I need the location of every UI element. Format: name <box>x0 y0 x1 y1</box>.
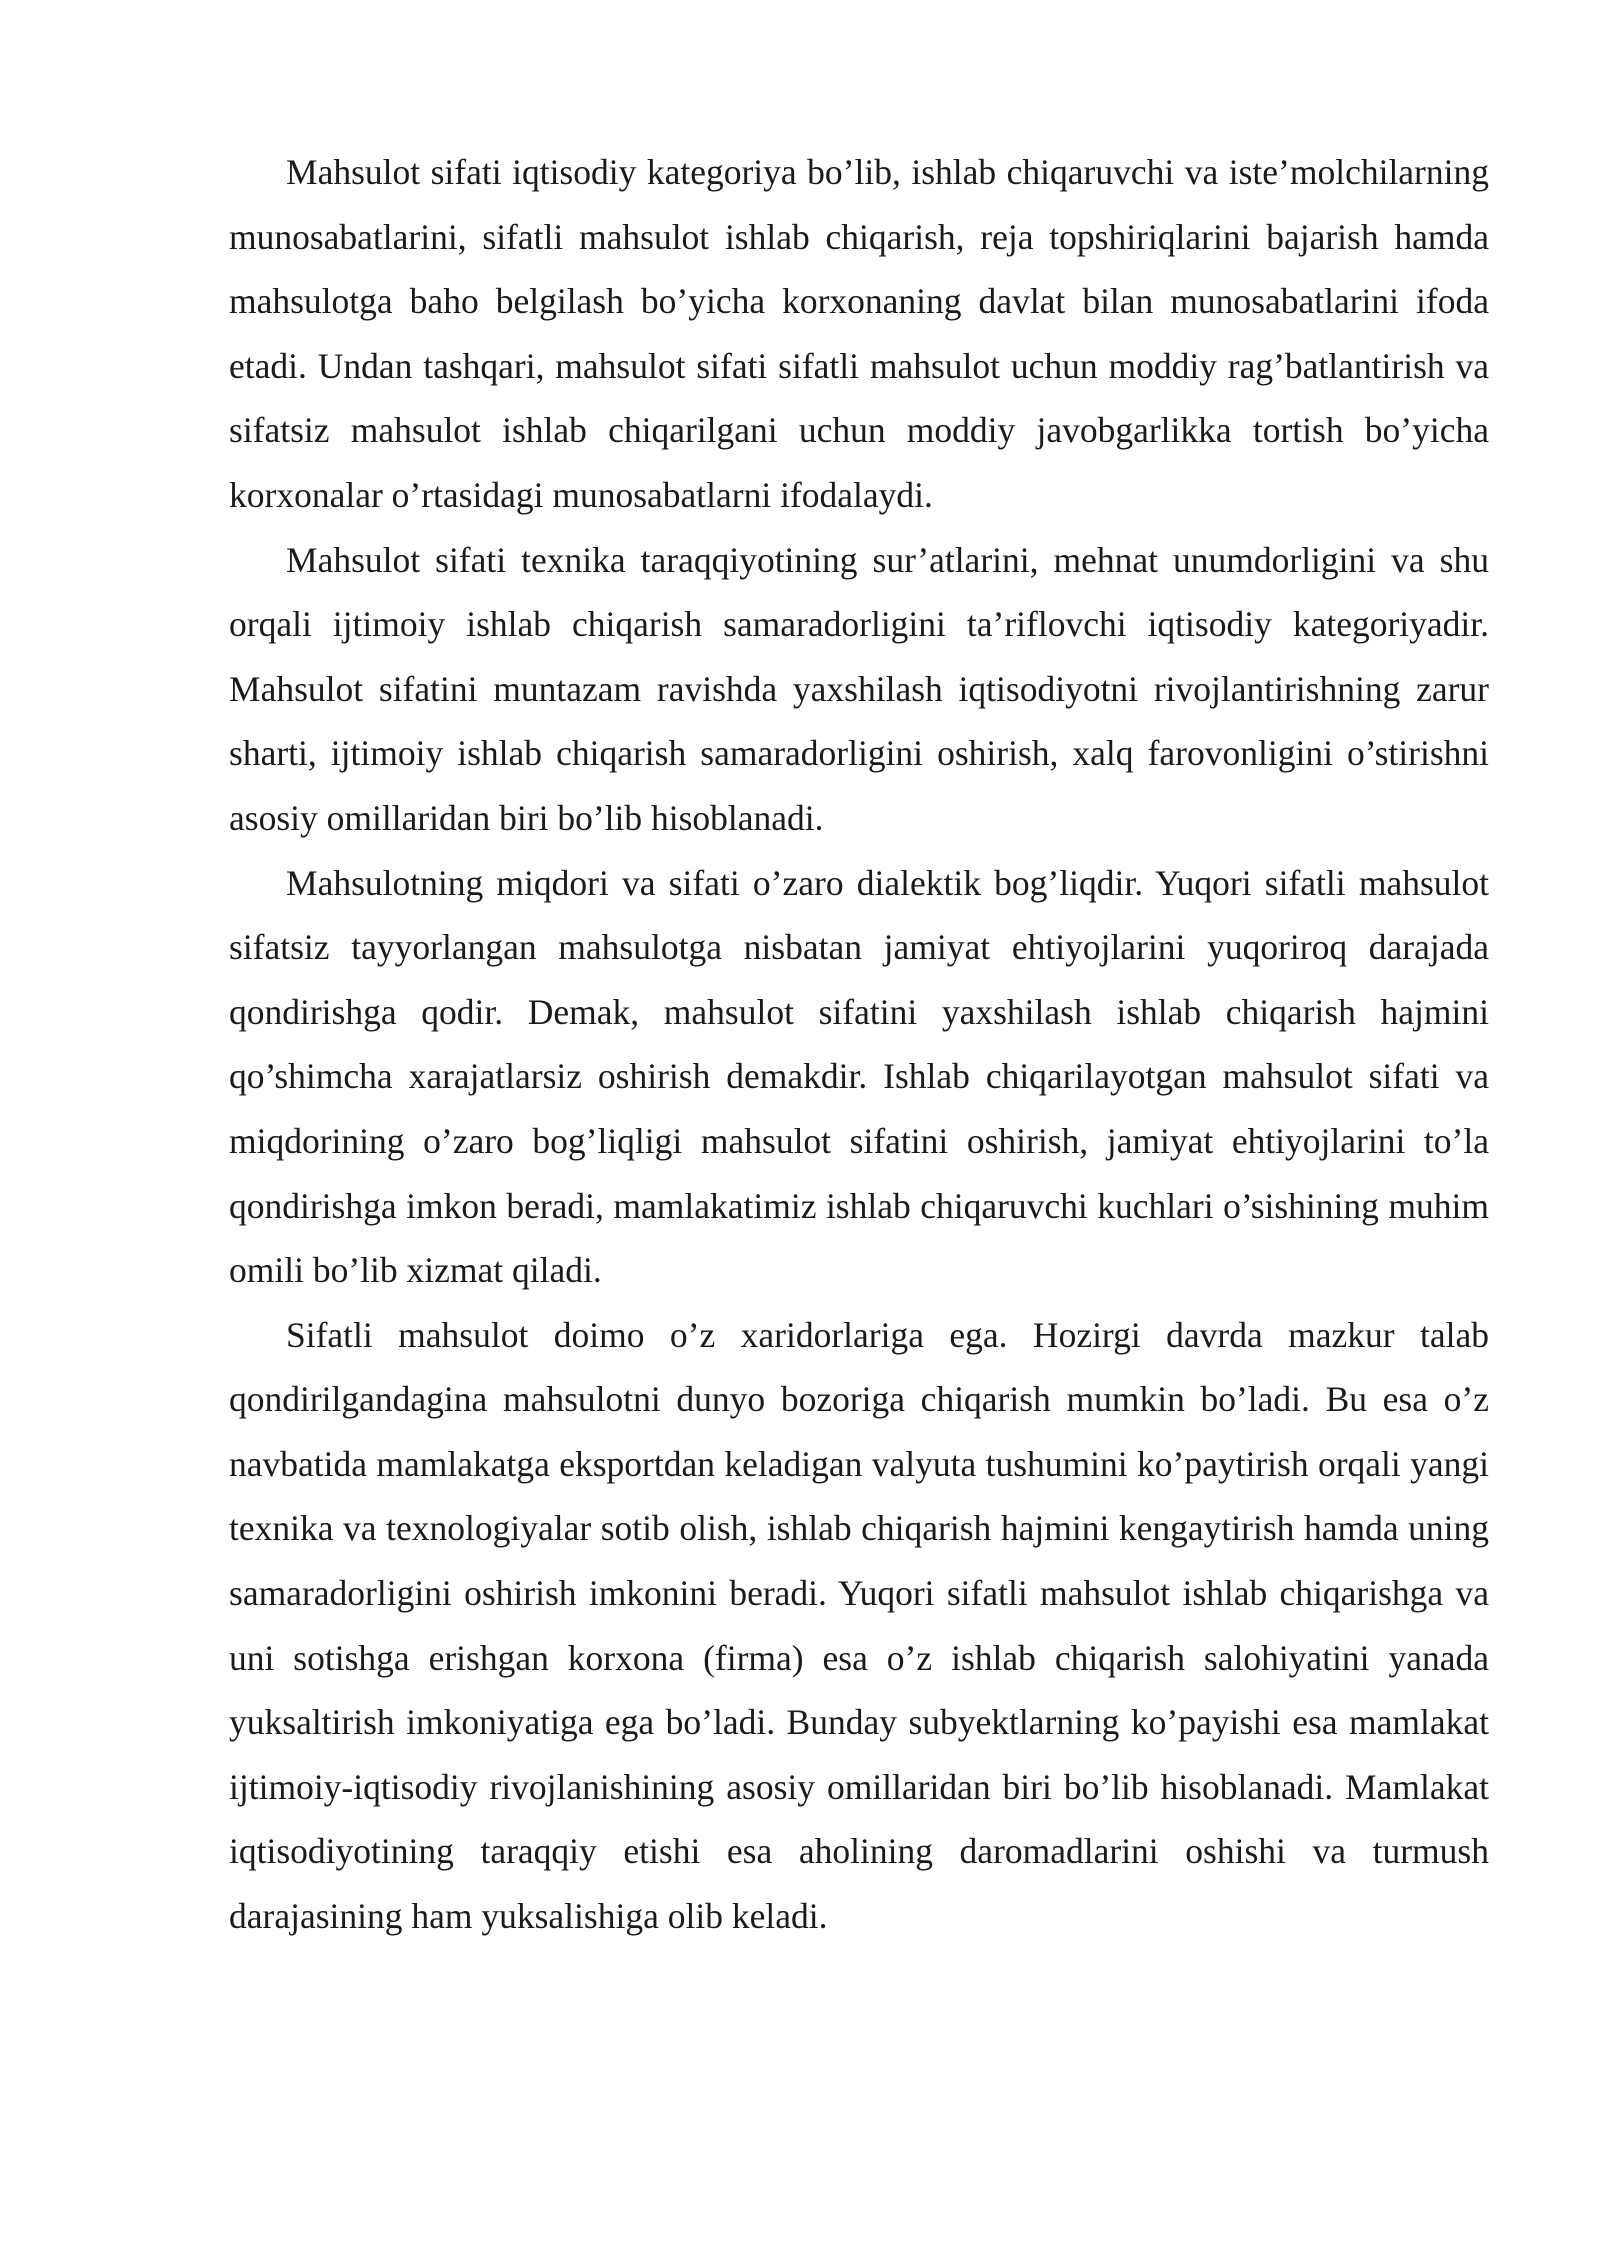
paragraph-3: Mahsulotning miqdori va sifati o’zaro dialektik bog’liqdir. Yuqori sifatli mahsulot sifatsiz tayyorlangan mahsulotga nisbatan jamiyat ehtiyojlarini yuqoriroq darajada qondirishga qodir. Demak, mahsulot sifatini yaxshilash ishlab chiqarish hajmini qo’shimcha xarajatlarsiz oshirish demakdir. Ishlab chiqarilayotgan mahsulot sifati va miqdorining o’zaro bog’liqligi mahsulot sifatini oshirish, jamiyat ehtiyojlarini to’la qondirishga imkon beradi, mamlakatimiz ishlab chiqaruvchi kuchlari o’sishining muhim omili bo’lib xizmat qiladi. <box>229 862 1489 1291</box>
paragraph-4: Sifatli mahsulot doimo o’z xaridorlariga ega. Hozirgi davrda mazkur talab qondirilgandagina mahsulotni dunyo bozoriga chiqarish mumkin bo’ladi. Bu esa o’z navbatida mamlakatga eksportdan keladigan valyuta tushumini ko’paytirish orqali yangi texnika va texnologiyalar sotib olish, ishlab chiqarish hajmini kengaytirish hamda uning samaradorligini oshirish imkonini beradi. Yuqori sifatli mahsulot ishlab chiqarishga va uni sotishga erishgan korxona (firma) esa o’z ishlab chiqarish salohiyatini yanada yuksaltirish imkoniyatiga ega bo’ladi. Bunday subyektlarning ko’payishi esa mamlakat ijtimoiy-iqtisodiy rivojlanishining asosiy omillaridan biri bo’lib hisoblanadi. Mamlakat iqtisodiyotining taraqqiy etishi esa aholining daromadlarini oshishi va turmush darajasining ham yuksalishiga olib keladi. <box>229 1314 1489 1937</box>
paragraph-1: Mahsulot sifati iqtisodiy kategoriya bo’lib, ishlab chiqaruvchi va iste’molchilarning munosabatlarini, sifatli mahsulot ishlab chiqarish, reja topshiriqlarini bajarish hamda mahsulotga baho belgilash bo’yicha korxonaning davlat bilan munosabatlarini ifoda etadi. Undan tashqari, mahsulot sifati sifatli mahsulot uchun moddiy rag’batlantirish va sifatsiz mahsulot ishlab chiqarilgani uchun moddiy javobgarlikka tortish bo’yicha korxonalar o’rtasidagi munosabatlarni ifodalaydi. <box>229 152 1489 515</box>
paragraph-2: Mahsulot sifati texnika taraqqiyotining sur’atlarini, mehnat unumdorligini va shu orqali ijtimoiy ishlab chiqarish samaradorligini ta’riflovchi iqtisodiy kategoriyadir. Mahsulot sifatini muntazam ravishda yaxshilash iqtisodiyotni rivojlantirishning zarur sharti, ijtimoiy ishlab chiqarish samaradorligini oshirish, xalq farovonligini o’stirishni asosiy omillaridan biri bo’lib hisoblanadi. <box>229 539 1489 838</box>
document-body <box>229 140 1489 1949</box>
